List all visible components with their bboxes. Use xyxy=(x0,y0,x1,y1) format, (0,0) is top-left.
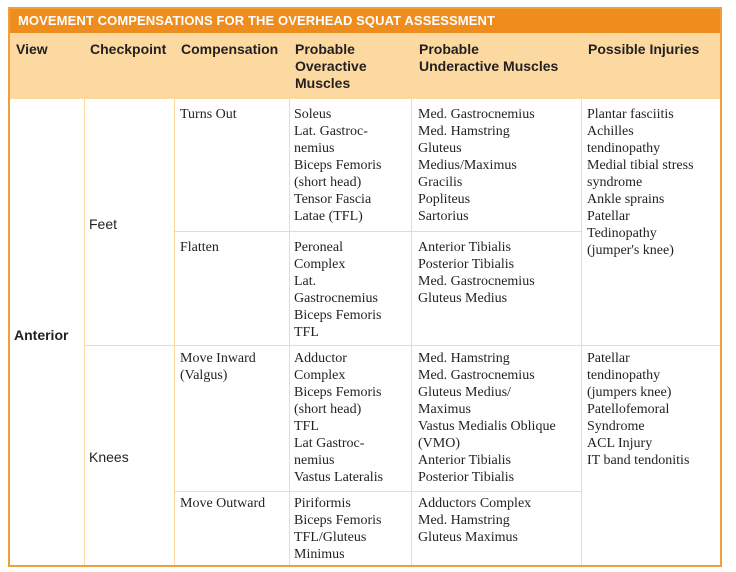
header-checkpoint: Checkpoint xyxy=(90,41,167,57)
grid-line xyxy=(174,491,581,492)
table-body xyxy=(10,99,720,565)
header-view: View xyxy=(16,41,48,57)
header-overactive: Probable Overactive Muscles xyxy=(295,41,367,91)
checkpoint-feet: Feet xyxy=(89,216,118,232)
compensation-move-outward: Move Outward xyxy=(180,496,266,511)
underactive-move-inward: Med. Hamstring Med. Gastrocnemius Gluteus Medius/ Maximus Vastus Medialis Oblique (VMO) Anterior Tibialis Posterior Tibialis xyxy=(418,351,556,485)
injuries-feet: Plantar fasciitis Achilles tendinopathy Medial tibial stress syndrome Ankle sprains Patellar Tedinopathy (jumper's knee) xyxy=(587,107,694,258)
overactive-move-inward: Adductor Complex Biceps Femoris (short head) TFL Lat Gastroc- nemius Vastus Lateralis xyxy=(294,351,384,485)
compensation-flatten: Flatten xyxy=(180,240,219,255)
overactive-flatten: Peroneal Complex Lat. Gastrocnemius Biceps Femoris TFL xyxy=(294,240,382,340)
header-compensation: Compensation xyxy=(181,41,279,57)
grid-line xyxy=(84,99,85,565)
compensation-turns-out: Turns Out xyxy=(180,107,237,122)
grid-line xyxy=(174,99,175,565)
overactive-turns-out: Soleus Lat. Gastroc- nemius Biceps Femoris (short head) Tensor Fascia Latae (TFL) xyxy=(294,107,382,224)
checkpoint-knees: Knees xyxy=(89,449,129,465)
overactive-move-outward: Piriformis Biceps Femoris TFL/Gluteus Minimus xyxy=(294,496,382,562)
compensation-table xyxy=(8,7,722,567)
grid-line xyxy=(84,345,720,346)
grid-line xyxy=(581,99,582,565)
header-underactive: Probable Underactive Muscles xyxy=(419,41,559,74)
underactive-flatten: Anterior Tibialis Posterior Tibialis Med. Gastrocnemius Gluteus Medius xyxy=(418,240,535,306)
grid-line xyxy=(411,99,412,565)
injuries-knees: Patellar tendinopathy (jumpers knee) Patellofemoral Syndrome ACL Injury IT band tendonitis xyxy=(587,351,690,468)
header-injuries: Possible Injuries xyxy=(588,41,700,57)
header-row xyxy=(10,33,720,99)
underactive-turns-out: Med. Gastrocnemius Med. Hamstring Gluteus Medius/Maximus Gracilis Popliteus Sartorius xyxy=(418,107,535,224)
grid-line xyxy=(289,99,290,565)
table-title: MOVEMENT COMPENSATIONS FOR THE OVERHEAD SQUAT ASSESSMENT xyxy=(10,9,720,33)
compensation-move-inward: Move Inward (Valgus) xyxy=(180,351,256,383)
view-anterior: Anterior xyxy=(14,327,69,343)
underactive-move-outward: Adductors Complex Med. Hamstring Gluteus Maximus xyxy=(418,496,532,545)
grid-line xyxy=(174,231,581,232)
